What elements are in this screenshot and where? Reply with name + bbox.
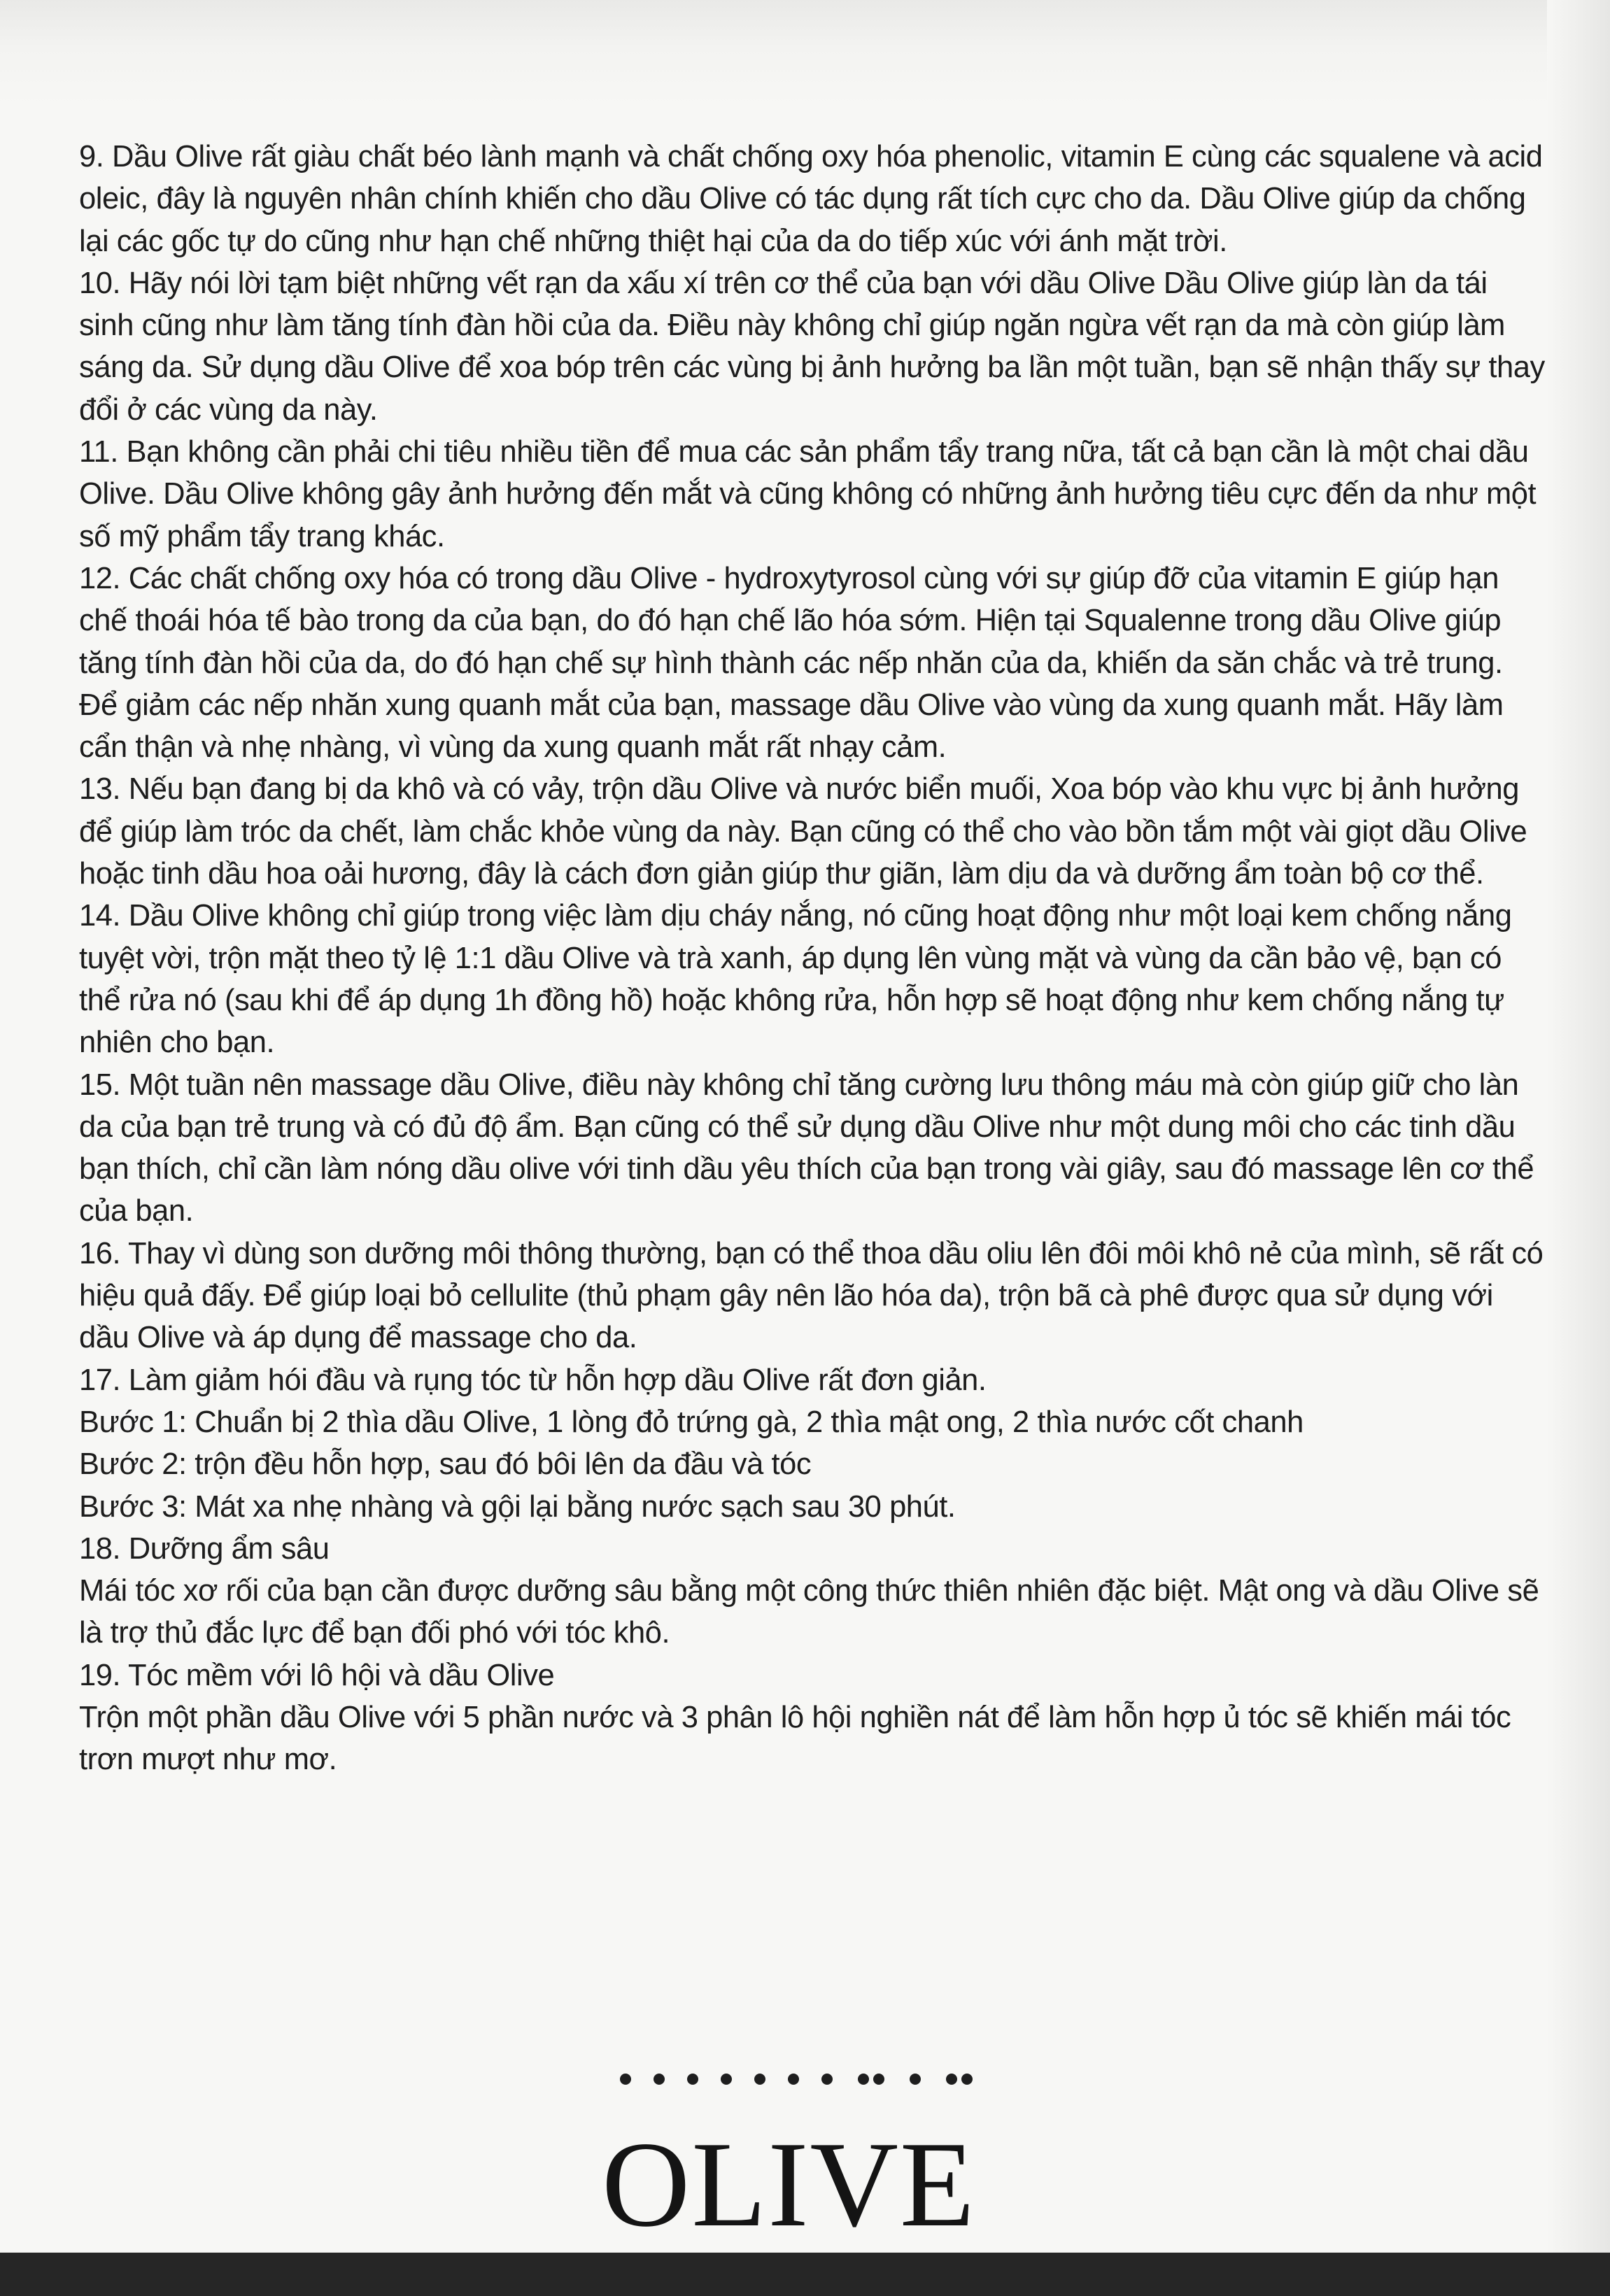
- article-body: [79, 136, 1548, 1781]
- paragraph-10: 10. Hãy nói lời tạm biệt những vết rạn da xấu xí trên cơ thể của bạn với dầu Olive Dầu Olive giúp làn da tái sinh cũng như làm tăng tính đàn hồi của da. Điều này không chỉ giúp ngăn ngừa vết rạn da mà còn giúp làm sáng da. Sử dụng dầu Olive để xoa bóp trên các vùng bị ảnh hưởng ba lần một tuần, bạn sẽ nhận thấy sự thay đổi ở các vùng da này.: [79, 266, 1545, 427]
- brand-logo-text: OLIVE: [602, 2116, 976, 2252]
- dot-icon: [910, 2074, 921, 2085]
- step-1: Bước 1: Chuẩn bị 2 thìa dầu Olive, 1 lòng đỏ trứng gà, 2 thìa mật ong, 2 thìa nước cốt chanh: [79, 1405, 1304, 1439]
- scan-shading-right: [1547, 0, 1610, 2296]
- step-2: Bước 2: trộn đều hỗn hợp, sau đó bôi lên da đầu và tóc: [79, 1447, 812, 1482]
- dot-icon: [873, 2074, 884, 2085]
- dot-icon: [754, 2074, 765, 2085]
- dot-icon: [858, 2074, 869, 2085]
- dot-icon: [721, 2074, 732, 2085]
- paragraph-17: 17. Làm giảm hói đầu và rụng tóc từ hỗn hợp dầu Olive rất đơn giản.: [79, 1363, 987, 1397]
- paragraph-16: 16. Thay vì dùng son dưỡng môi thông thường, bạn có thể thoa dầu oliu lên đôi môi khô nẻ của mình, sẽ rất có hiệu quả đấy. Để giúp loại bỏ cellulite (thủ phạm gây nên lão hóa da), trộn bã cà phê được qua sử dụng với dầu Olive và áp dụng để massage cho da.: [79, 1236, 1544, 1355]
- paragraph-13: 13. Nếu bạn đang bị da khô và có vảy, trộn dầu Olive và nước biển muối, Xoa bóp vào khu vực bị ảnh hưởng để giúp làm tróc da chết, làm chắc khỏe vùng da này. Bạn cũng có thể cho vào bồn tắm một vài giọt dầu Olive hoặc tinh dầu hoa oải hương, đây là cách đơn giản giúp thư giãn, làm dịu da và dưỡng ẩm toàn bộ cơ thể.: [79, 772, 1527, 891]
- dot-icon: [654, 2074, 665, 2085]
- heading-18: 18. Dưỡng ẩm sâu: [79, 1531, 330, 1566]
- dot-icon: [620, 2074, 631, 2085]
- dot-icon: [687, 2074, 698, 2085]
- paragraph-9: 9. Dầu Olive rất giàu chất béo lành mạnh và chất chống oxy hóa phenolic, vitamin E cùng các squalene và acid oleic, đây là nguyên nhân chính khiến cho dầu Olive có tác dụng rất tích cực cho da. Dầu Olive giúp da chống lại các gốc tự do cũng như hạn chế những thiệt hại của da do tiếp xúc với ánh mặt trời.: [79, 140, 1543, 258]
- decorative-dots: [611, 2069, 989, 2090]
- paragraph-19-body: Trộn một phần dầu Olive với 5 phần nước và 3 phân lô hội nghiền nát để làm hỗn hợp ủ tóc sẽ khiến mái tóc trơn mượt như mơ.: [79, 1700, 1511, 1777]
- scan-shading-top: [0, 0, 1610, 105]
- dot-icon: [946, 2074, 957, 2085]
- footer-band: [0, 2253, 1610, 2296]
- paragraph-14: 14. Dầu Olive không chỉ giúp trong việc làm dịu cháy nắng, nó cũng hoạt động như một loại kem chống nắng tuyệt vời, trộn mặt theo tỷ lệ 1:1 dầu Olive và trà xanh, áp dụng lên vùng mặt và vùng da cần bảo vệ, bạn có thể rửa nó (sau khi để áp dụng 1h đồng hồ) hoặc không rửa, hỗn hợp sẽ hoạt động như kem chống nắng tự nhiên cho bạn.: [79, 899, 1512, 1060]
- paragraph-18-body: Mái tóc xơ rối của bạn cần được dưỡng sâu bằng một công thức thiên nhiên đặc biệt. Mật ong và dầu Olive sẽ là trợ thủ đắc lực để bạn đối phó với tóc khô.: [79, 1574, 1539, 1650]
- heading-19: 19. Tóc mềm với lô hội và dầu Olive: [79, 1658, 555, 1692]
- dot-icon: [821, 2074, 833, 2085]
- step-3: Bước 3: Mát xa nhẹ nhàng và gội lại bằng nước sạch sau 30 phút.: [79, 1489, 956, 1524]
- dot-icon: [788, 2074, 799, 2085]
- paragraph-11: 11. Bạn không cần phải chi tiêu nhiều tiền để mua các sản phẩm tẩy trang nữa, tất cả bạn cần là một chai dầu Olive. Dầu Olive không gây ảnh hưởng đến mắt và cũng không có những ảnh hưởng tiêu cực đến da như một số mỹ phẩm tẩy trang khác.: [79, 435, 1537, 553]
- paragraph-15: 15. Một tuần nên massage dầu Olive, điều này không chỉ tăng cường lưu thông máu mà còn giúp giữ cho làn da của bạn trẻ trung và có đủ độ ẩm. Bạn cũng có thể sử dụng dầu Olive như một dung môi cho các tinh dầu bạn thích, chỉ cần làm nóng dầu olive với tinh dầu yêu thích của bạn trong vài giây, sau đó massage lên cơ thể của bạn.: [79, 1068, 1534, 1228]
- dot-icon: [961, 2074, 973, 2085]
- paragraph-12: 12. Các chất chống oxy hóa có trong dầu Olive - hydroxytyrosol cùng với sự giúp đỡ của vitamin E giúp hạn chế thoái hóa tế bào trong da của bạn, do đó hạn chế lão hóa sớm. Hiện tại Squalenne trong dầu Olive giúp tăng tính đàn hồi của da, do đó hạn chế sự hình thành các nếp nhăn của da, khiến da săn chắc và trẻ trung. Để giảm các nếp nhăn xung quanh mắt của bạn, massage dầu Olive vào vùng da xung quanh mắt. Hãy làm cẩn thận và nhẹ nhàng, vì vùng da xung quanh mắt rất nhạy cảm.: [79, 561, 1504, 765]
